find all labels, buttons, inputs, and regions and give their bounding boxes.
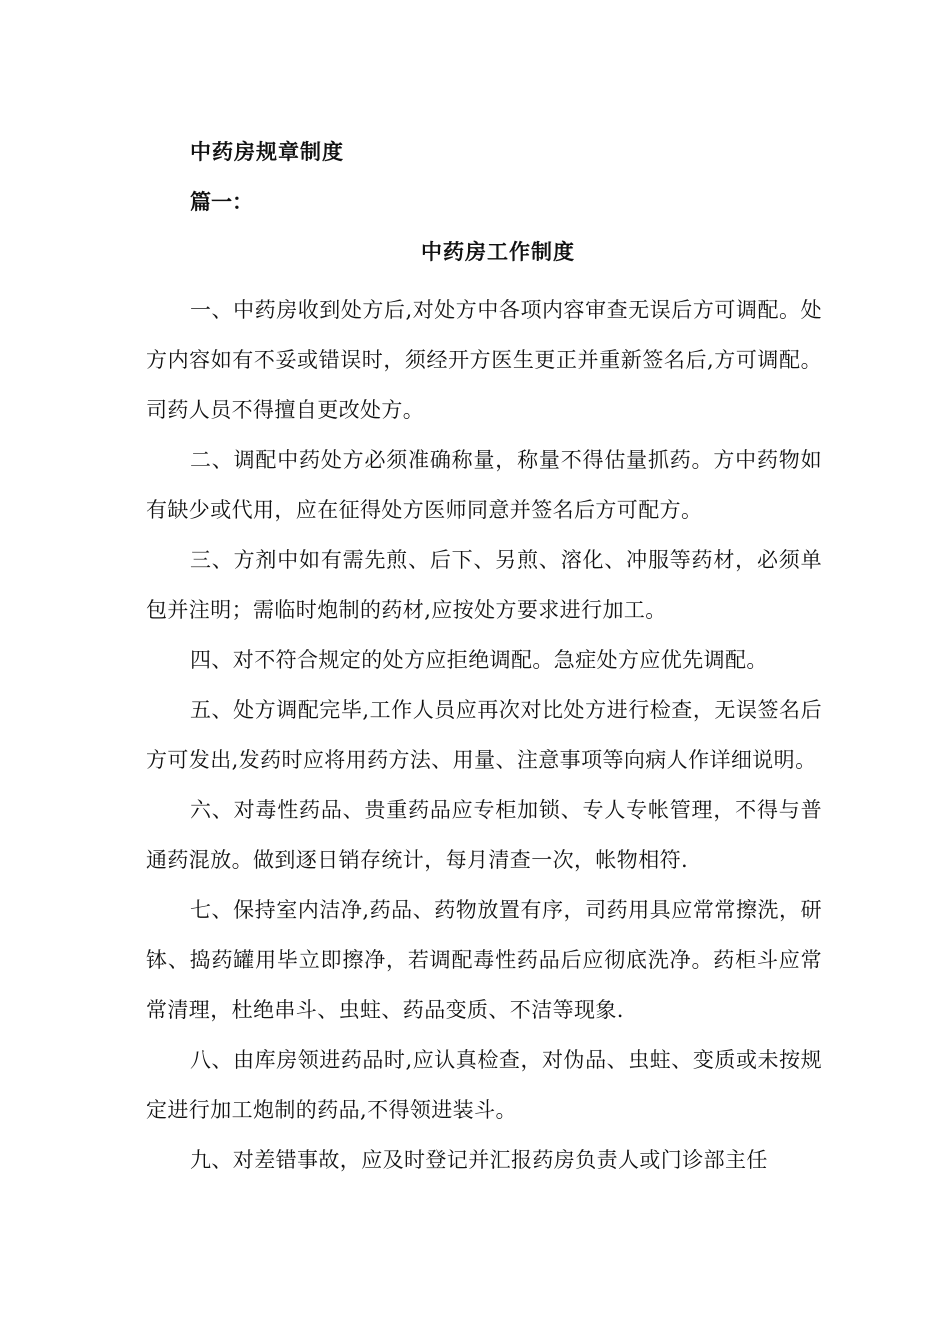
part-label: 篇一： (190, 189, 253, 214)
regulation-paragraph-8: 八、由库房领进药品时,应认真检查，对伪品、虫蛀、变质或未按规定进行加工炮制的药品,不得领进装斗。 (146, 1048, 822, 1122)
section-title: 中药房工作制度 (421, 239, 575, 264)
regulation-paragraph-6: 六、对毒性药品、贵重药品应专柜加锁、专人专帐管理，不得与普通药混放。做到逐日销存统计，每月清查一次，帐物相符. (146, 798, 822, 872)
regulation-paragraph-7: 七、保持室内洁净,药品、药物放置有序，司药用具应常常擦洗，研钵、捣药罐用毕立即擦净，若调配毒性药品后应彻底洗净。药柜斗应常常清理，杜绝串斗、虫蛀、药品变质、不洁等现象. (146, 898, 822, 1022)
regulation-body (146, 285, 822, 1185)
regulation-paragraph-4: 四、对不符合规定的处方应拒绝调配。急症处方应优先调配。 (190, 648, 768, 672)
regulation-paragraph-5: 五、处方调配完毕,工作人员应再次对比处方进行检查，无误签名后方可发出,发药时应将用药方法、用量、注意事项等向病人作详细说明。 (146, 698, 822, 772)
regulation-paragraph-2: 二、调配中药处方必须准确称量，称量不得估量抓药。方中药物如有缺少或代用，应在征得处方医师同意并签名后方可配方。 (146, 448, 822, 522)
regulation-paragraph-9: 九、对差错事故，应及时登记并汇报药房负责人或门诊部主任 (190, 1148, 768, 1172)
regulation-paragraph-3: 三、方剂中如有需先煎、后下、另煎、溶化、冲服等药材，必须单包并注明；需临时炮制的药材,应按处方要求进行加工。 (146, 548, 822, 622)
regulation-paragraph-1: 一、中药房收到处方后,对处方中各项内容审查无误后方可调配。处方内容如有不妥或错误时，须经开方医生更正并重新签名后,方可调配。司药人员不得擅自更改处方。 (146, 298, 822, 422)
document-title: 中药房规章制度 (190, 139, 344, 164)
